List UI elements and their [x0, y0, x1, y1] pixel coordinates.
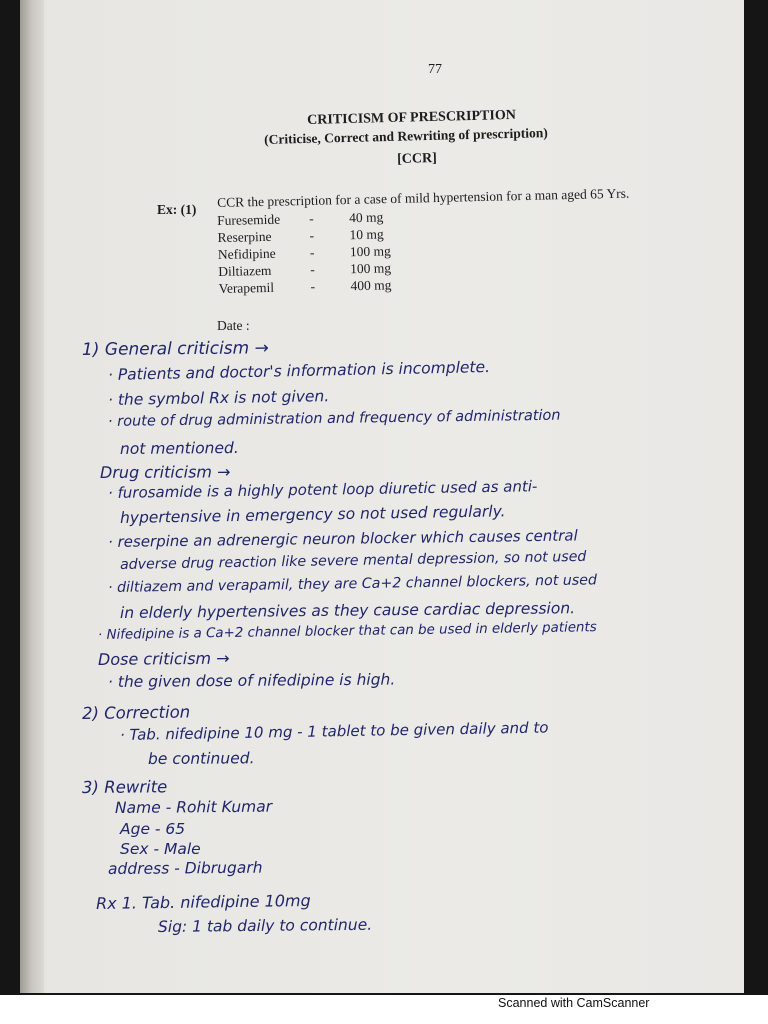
date-label: Date : [217, 318, 250, 333]
handwritten-line: 3) Rewrite [81, 777, 168, 797]
drug-name: Reserpine [217, 228, 272, 245]
drug-dash: - [309, 210, 314, 227]
handwritten-line: 1) General criticism → [81, 338, 269, 360]
drug-dose: 400 mg [350, 277, 392, 294]
drug-dose: 100 mg [349, 243, 391, 260]
drug-name: Nefidipine [217, 245, 276, 262]
handwritten-line: hypertensive in emergency so not used regularly. [119, 502, 506, 527]
exercise-question: CCR the prescription for a case of mild hypertension for a man aged 65 Yrs. [217, 185, 630, 210]
handwritten-line: Sex - Male [120, 840, 201, 858]
drug-dose: 40 mg [348, 209, 384, 226]
handwritten-line: 2) Correction [81, 702, 191, 723]
handwritten-line: · the symbol Rx is not given. [107, 387, 330, 409]
prescription-drug-list [217, 208, 431, 297]
handwritten-line: · route of drug administration and frequency of administration [107, 407, 561, 430]
drug-dash: - [310, 261, 315, 278]
handwritten-line: · reserpine an adrenergic neuron blocker which causes central [107, 526, 578, 551]
handwritten-line: Name - Rohit Kumar [114, 797, 273, 817]
drug-dash: - [310, 278, 316, 295]
handwritten-line: adverse drug reaction like severe mental depression, so not used [119, 548, 587, 573]
handwritten-line: in elderly hypertensives as they cause cardiac depression. [119, 599, 576, 622]
exercise-label: Ex: (1) [157, 202, 197, 217]
handwritten-line: · Nifedipine is a Ca+2 channel blocker that can be used in elderly patients [97, 620, 597, 643]
drug-dash: - [309, 227, 315, 244]
handwritten-line: not mentioned. [119, 438, 239, 458]
drug-row [218, 276, 430, 297]
page-subtitle: (Criticise, Correct and Rewriting of prescription) [264, 125, 548, 147]
drug-name: Verapemil [218, 279, 275, 296]
handwritten-line: Drug criticism → [99, 462, 231, 482]
handwritten-line: be continued. [147, 749, 255, 768]
handwritten-line: Sig: 1 tab daily to continue. [157, 915, 373, 936]
drug-name: Furesemide [217, 211, 281, 228]
drug-dose: 10 mg [349, 226, 384, 243]
handwritten-line: · diltiazem and verapamil, they are Ca+2 channel blockers, not used [107, 572, 598, 596]
scanner-watermark: Scanned with CamScanner [498, 996, 650, 1010]
page-binding [20, 0, 44, 993]
notebook-page [20, 0, 744, 993]
handwritten-line: address - Dibrugarh [107, 858, 263, 878]
handwritten-line: · Tab. nifedipine 10 mg - 1 tablet to be given daily and to [119, 718, 549, 744]
handwritten-line: Age - 65 [120, 820, 186, 838]
drug-dose: 100 mg [350, 260, 392, 277]
handwritten-line: Rx 1. Tab. nifedipine 10mg [95, 891, 311, 913]
handwritten-line: · Patients and doctor's information is incomplete. [107, 358, 491, 384]
page-number: 77 [428, 62, 442, 77]
handwritten-line: Dose criticism → [97, 648, 230, 669]
page-title: CRITICISM OF PRESCRIPTION [307, 107, 517, 128]
page-abbrev: [CCR] [397, 151, 438, 167]
handwritten-line: · furosamide is a highly potent loop diuretic used as anti- [107, 477, 538, 502]
drug-name: Diltiazem [218, 262, 272, 279]
handwritten-line: · the given dose of nifedipine is high. [107, 670, 396, 691]
drug-dash: - [309, 244, 315, 261]
